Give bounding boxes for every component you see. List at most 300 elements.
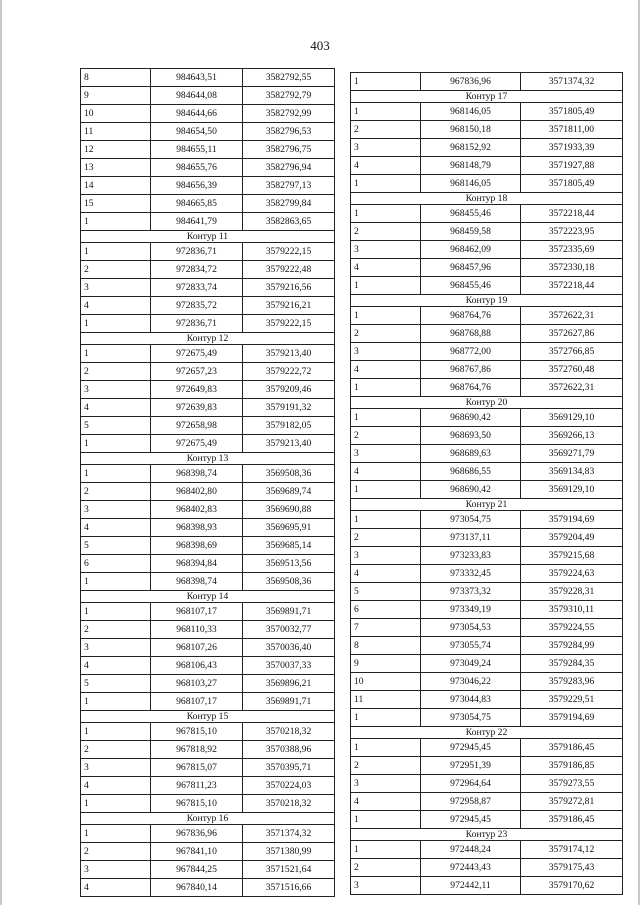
y-coordinate-cell: 3579224,63 bbox=[521, 565, 623, 583]
y-coordinate-cell: 3582799,84 bbox=[243, 195, 335, 213]
table-row bbox=[81, 87, 335, 105]
x-coordinate-cell: 972448,24 bbox=[421, 841, 521, 859]
table-row bbox=[351, 511, 623, 529]
point-number-cell: 2 bbox=[351, 529, 421, 547]
point-number-cell: 4 bbox=[81, 879, 151, 897]
point-number-cell: 2 bbox=[81, 621, 151, 639]
y-coordinate-cell: 3582796,53 bbox=[243, 123, 335, 141]
table-row bbox=[351, 601, 623, 619]
table-row bbox=[351, 259, 623, 277]
x-coordinate-cell: 968152,92 bbox=[421, 139, 521, 157]
y-coordinate-cell: 3579310,11 bbox=[521, 601, 623, 619]
contour-heading-row bbox=[351, 727, 623, 739]
point-number-cell: 10 bbox=[81, 105, 151, 123]
y-coordinate-cell: 3571380,99 bbox=[243, 843, 335, 861]
table-row bbox=[351, 463, 623, 481]
y-coordinate-cell: 3572335,69 bbox=[521, 241, 623, 259]
table-row bbox=[351, 583, 623, 601]
x-coordinate-cell: 973054,75 bbox=[421, 511, 521, 529]
x-coordinate-cell: 968764,76 bbox=[421, 307, 521, 325]
y-coordinate-cell: 3569891,71 bbox=[243, 603, 335, 621]
point-number-cell: 3 bbox=[351, 877, 421, 895]
point-number-cell: 14 bbox=[81, 177, 151, 195]
point-number-cell: 4 bbox=[81, 777, 151, 795]
point-number-cell: 3 bbox=[351, 343, 421, 361]
contour-heading-row bbox=[81, 231, 335, 243]
x-coordinate-cell: 972964,64 bbox=[421, 775, 521, 793]
contour-heading-row bbox=[81, 591, 335, 603]
x-coordinate-cell: 967815,10 bbox=[151, 723, 243, 741]
table-row bbox=[81, 573, 335, 591]
table-row bbox=[351, 277, 623, 295]
table-row bbox=[81, 741, 335, 759]
point-number-cell: 9 bbox=[351, 655, 421, 673]
point-number-cell: 12 bbox=[81, 141, 151, 159]
x-coordinate-cell: 967811,23 bbox=[151, 777, 243, 795]
y-coordinate-cell: 3571811,00 bbox=[521, 121, 623, 139]
y-coordinate-cell: 3579174,12 bbox=[521, 841, 623, 859]
y-coordinate-cell: 3571374,32 bbox=[243, 825, 335, 843]
point-number-cell: 1 bbox=[351, 841, 421, 859]
y-coordinate-cell: 3569266,13 bbox=[521, 427, 623, 445]
point-number-cell: 1 bbox=[81, 213, 151, 231]
x-coordinate-cell: 972657,23 bbox=[151, 363, 243, 381]
table-row bbox=[351, 241, 623, 259]
x-coordinate-cell: 967815,10 bbox=[151, 795, 243, 813]
table-row bbox=[81, 675, 335, 693]
x-coordinate-cell: 973054,53 bbox=[421, 619, 521, 637]
y-coordinate-cell: 3570037,33 bbox=[243, 657, 335, 675]
x-coordinate-cell: 967815,07 bbox=[151, 759, 243, 777]
table-row bbox=[81, 261, 335, 279]
point-number-cell: 3 bbox=[351, 547, 421, 565]
point-number-cell: 1 bbox=[351, 811, 421, 829]
x-coordinate-cell: 972834,72 bbox=[151, 261, 243, 279]
y-coordinate-cell: 3579186,85 bbox=[521, 757, 623, 775]
point-number-cell: 3 bbox=[81, 639, 151, 657]
table-row bbox=[81, 537, 335, 555]
y-coordinate-cell: 3579194,69 bbox=[521, 709, 623, 727]
coordinates-table-left bbox=[80, 68, 335, 897]
table-row bbox=[351, 619, 623, 637]
y-coordinate-cell: 3579283,96 bbox=[521, 673, 623, 691]
table-row bbox=[351, 811, 623, 829]
y-coordinate-cell: 3579204,49 bbox=[521, 529, 623, 547]
y-coordinate-cell: 3572627,86 bbox=[521, 325, 623, 343]
y-coordinate-cell: 3569896,21 bbox=[243, 675, 335, 693]
y-coordinate-cell: 3571374,32 bbox=[521, 73, 623, 91]
table-row bbox=[351, 103, 623, 121]
y-coordinate-cell: 3569695,91 bbox=[243, 519, 335, 537]
table-row bbox=[81, 123, 335, 141]
point-number-cell: 1 bbox=[351, 205, 421, 223]
y-coordinate-cell: 3579222,15 bbox=[243, 315, 335, 333]
point-number-cell: 6 bbox=[351, 601, 421, 619]
table-row bbox=[351, 877, 623, 895]
x-coordinate-cell: 968148,79 bbox=[421, 157, 521, 175]
x-coordinate-cell: 968103,27 bbox=[151, 675, 243, 693]
table-row bbox=[81, 105, 335, 123]
contour-heading-row bbox=[351, 829, 623, 841]
coordinates-table-right-body bbox=[351, 73, 623, 895]
y-coordinate-cell: 3579216,56 bbox=[243, 279, 335, 297]
x-coordinate-cell: 984665,85 bbox=[151, 195, 243, 213]
point-number-cell: 4 bbox=[81, 657, 151, 675]
x-coordinate-cell: 972442,11 bbox=[421, 877, 521, 895]
x-coordinate-cell: 972951,39 bbox=[421, 757, 521, 775]
x-coordinate-cell: 984644,66 bbox=[151, 105, 243, 123]
point-number-cell: 4 bbox=[351, 361, 421, 379]
table-row bbox=[81, 435, 335, 453]
x-coordinate-cell: 968110,33 bbox=[151, 621, 243, 639]
x-coordinate-cell: 968689,63 bbox=[421, 445, 521, 463]
table-row bbox=[351, 445, 623, 463]
y-coordinate-cell: 3579213,40 bbox=[243, 435, 335, 453]
table-row bbox=[81, 381, 335, 399]
table-row bbox=[81, 519, 335, 537]
y-coordinate-cell: 3579222,48 bbox=[243, 261, 335, 279]
point-number-cell: 4 bbox=[81, 519, 151, 537]
point-number-cell: 2 bbox=[81, 741, 151, 759]
point-number-cell: 4 bbox=[81, 297, 151, 315]
y-coordinate-cell: 3579228,31 bbox=[521, 583, 623, 601]
x-coordinate-cell: 972649,83 bbox=[151, 381, 243, 399]
contour-heading: Контур 23 bbox=[351, 829, 623, 841]
y-coordinate-cell: 3579215,68 bbox=[521, 547, 623, 565]
y-coordinate-cell: 3570032,77 bbox=[243, 621, 335, 639]
x-coordinate-cell: 968146,05 bbox=[421, 103, 521, 121]
x-coordinate-cell: 968690,42 bbox=[421, 481, 521, 499]
table-row bbox=[351, 121, 623, 139]
y-coordinate-cell: 3571927,88 bbox=[521, 157, 623, 175]
x-coordinate-cell: 968772,00 bbox=[421, 343, 521, 361]
x-coordinate-cell: 967818,92 bbox=[151, 741, 243, 759]
y-coordinate-cell: 3579229,51 bbox=[521, 691, 623, 709]
contour-heading: Контур 11 bbox=[81, 231, 335, 243]
x-coordinate-cell: 968398,69 bbox=[151, 537, 243, 555]
x-coordinate-cell: 968394,84 bbox=[151, 555, 243, 573]
table-row bbox=[81, 825, 335, 843]
y-coordinate-cell: 3569508,36 bbox=[243, 465, 335, 483]
point-number-cell: 2 bbox=[351, 325, 421, 343]
x-coordinate-cell: 972836,71 bbox=[151, 315, 243, 333]
table-row bbox=[81, 195, 335, 213]
x-coordinate-cell: 984654,50 bbox=[151, 123, 243, 141]
table-row bbox=[81, 243, 335, 261]
x-coordinate-cell: 968764,76 bbox=[421, 379, 521, 397]
point-number-cell: 3 bbox=[81, 381, 151, 399]
point-number-cell: 11 bbox=[351, 691, 421, 709]
table-row bbox=[351, 409, 623, 427]
point-number-cell: 5 bbox=[81, 537, 151, 555]
y-coordinate-cell: 3570395,71 bbox=[243, 759, 335, 777]
x-coordinate-cell: 972836,71 bbox=[151, 243, 243, 261]
point-number-cell: 3 bbox=[81, 279, 151, 297]
x-coordinate-cell: 967836,96 bbox=[151, 825, 243, 843]
table-row bbox=[81, 657, 335, 675]
point-number-cell: 2 bbox=[81, 483, 151, 501]
x-coordinate-cell: 973349,19 bbox=[421, 601, 521, 619]
y-coordinate-cell: 3570036,40 bbox=[243, 639, 335, 657]
x-coordinate-cell: 967841,10 bbox=[151, 843, 243, 861]
y-coordinate-cell: 3579186,45 bbox=[521, 811, 623, 829]
table-row bbox=[81, 177, 335, 195]
x-coordinate-cell: 973137,11 bbox=[421, 529, 521, 547]
x-coordinate-cell: 984644,08 bbox=[151, 87, 243, 105]
x-coordinate-cell: 968107,17 bbox=[151, 603, 243, 621]
table-row bbox=[81, 141, 335, 159]
table-row bbox=[351, 175, 623, 193]
y-coordinate-cell: 3569513,56 bbox=[243, 555, 335, 573]
y-coordinate-cell: 3582863,65 bbox=[243, 213, 335, 231]
x-coordinate-cell: 984655,11 bbox=[151, 141, 243, 159]
contour-heading: Контур 12 bbox=[81, 333, 335, 345]
table-row bbox=[351, 673, 623, 691]
coordinates-table-right bbox=[350, 72, 623, 895]
point-number-cell: 13 bbox=[81, 159, 151, 177]
y-coordinate-cell: 3569271,79 bbox=[521, 445, 623, 463]
table-row bbox=[81, 159, 335, 177]
table-row bbox=[351, 481, 623, 499]
point-number-cell: 2 bbox=[81, 261, 151, 279]
x-coordinate-cell: 968107,26 bbox=[151, 639, 243, 657]
table-row bbox=[351, 859, 623, 877]
y-coordinate-cell: 3579186,45 bbox=[521, 739, 623, 757]
y-coordinate-cell: 3572223,95 bbox=[521, 223, 623, 241]
y-coordinate-cell: 3582792,55 bbox=[243, 69, 335, 87]
table-row bbox=[81, 213, 335, 231]
y-coordinate-cell: 3570218,32 bbox=[243, 795, 335, 813]
point-number-cell: 8 bbox=[81, 69, 151, 87]
x-coordinate-cell: 968686,55 bbox=[421, 463, 521, 481]
x-coordinate-cell: 972639,83 bbox=[151, 399, 243, 417]
table-row bbox=[351, 655, 623, 673]
point-number-cell: 2 bbox=[351, 223, 421, 241]
x-coordinate-cell: 968462,09 bbox=[421, 241, 521, 259]
contour-heading-row bbox=[81, 711, 335, 723]
y-coordinate-cell: 3582792,99 bbox=[243, 105, 335, 123]
y-coordinate-cell: 3569690,88 bbox=[243, 501, 335, 519]
table-row bbox=[351, 709, 623, 727]
x-coordinate-cell: 968402,83 bbox=[151, 501, 243, 519]
point-number-cell: 1 bbox=[351, 175, 421, 193]
point-number-cell: 7 bbox=[351, 619, 421, 637]
coordinates-table-left-body bbox=[81, 69, 335, 897]
point-number-cell: 1 bbox=[351, 379, 421, 397]
x-coordinate-cell: 967844,25 bbox=[151, 861, 243, 879]
contour-heading: Контур 17 bbox=[351, 91, 623, 103]
y-coordinate-cell: 3582792,79 bbox=[243, 87, 335, 105]
table-row bbox=[351, 529, 623, 547]
y-coordinate-cell: 3569891,71 bbox=[243, 693, 335, 711]
point-number-cell: 1 bbox=[351, 277, 421, 295]
point-number-cell: 2 bbox=[81, 843, 151, 861]
table-row bbox=[351, 361, 623, 379]
y-coordinate-cell: 3570388,96 bbox=[243, 741, 335, 759]
point-number-cell: 1 bbox=[351, 481, 421, 499]
point-number-cell: 1 bbox=[81, 243, 151, 261]
contour-heading-row bbox=[351, 295, 623, 307]
point-number-cell: 2 bbox=[351, 757, 421, 775]
y-coordinate-cell: 3571516,66 bbox=[243, 879, 335, 897]
x-coordinate-cell: 973233,83 bbox=[421, 547, 521, 565]
table-row bbox=[351, 223, 623, 241]
y-coordinate-cell: 3570218,32 bbox=[243, 723, 335, 741]
point-number-cell: 3 bbox=[81, 759, 151, 777]
table-row bbox=[81, 843, 335, 861]
point-number-cell: 9 bbox=[81, 87, 151, 105]
contour-heading: Контур 18 bbox=[351, 193, 623, 205]
table-row bbox=[81, 501, 335, 519]
table-row bbox=[81, 297, 335, 315]
table-row bbox=[81, 279, 335, 297]
point-number-cell: 1 bbox=[81, 435, 151, 453]
point-number-cell: 1 bbox=[351, 103, 421, 121]
point-number-cell: 4 bbox=[351, 565, 421, 583]
table-row bbox=[351, 157, 623, 175]
table-row bbox=[81, 399, 335, 417]
point-number-cell: 2 bbox=[81, 363, 151, 381]
x-coordinate-cell: 972945,45 bbox=[421, 739, 521, 757]
table-row bbox=[351, 757, 623, 775]
scan-edge-left bbox=[0, 0, 2, 905]
point-number-cell: 1 bbox=[81, 573, 151, 591]
y-coordinate-cell: 3579273,55 bbox=[521, 775, 623, 793]
table-row bbox=[81, 861, 335, 879]
y-coordinate-cell: 3579284,99 bbox=[521, 637, 623, 655]
point-number-cell: 2 bbox=[351, 427, 421, 445]
y-coordinate-cell: 3571521,64 bbox=[243, 861, 335, 879]
y-coordinate-cell: 3579213,40 bbox=[243, 345, 335, 363]
table-row bbox=[81, 315, 335, 333]
contour-heading-row bbox=[351, 91, 623, 103]
table-row bbox=[81, 879, 335, 897]
table-row bbox=[81, 693, 335, 711]
point-number-cell: 10 bbox=[351, 673, 421, 691]
contour-heading-row bbox=[351, 397, 623, 409]
y-coordinate-cell: 3572622,31 bbox=[521, 379, 623, 397]
y-coordinate-cell: 3572218,44 bbox=[521, 205, 623, 223]
table-row bbox=[351, 325, 623, 343]
y-coordinate-cell: 3579284,35 bbox=[521, 655, 623, 673]
y-coordinate-cell: 3569129,10 bbox=[521, 409, 623, 427]
contour-heading: Контур 21 bbox=[351, 499, 623, 511]
x-coordinate-cell: 968398,74 bbox=[151, 573, 243, 591]
table-row bbox=[351, 343, 623, 361]
y-coordinate-cell: 3572330,18 bbox=[521, 259, 623, 277]
table-row bbox=[81, 723, 335, 741]
x-coordinate-cell: 968146,05 bbox=[421, 175, 521, 193]
y-coordinate-cell: 3579216,21 bbox=[243, 297, 335, 315]
x-coordinate-cell: 972958,87 bbox=[421, 793, 521, 811]
point-number-cell: 5 bbox=[81, 675, 151, 693]
table-row bbox=[81, 621, 335, 639]
point-number-cell: 5 bbox=[351, 583, 421, 601]
table-row bbox=[351, 427, 623, 445]
table-row bbox=[351, 565, 623, 583]
table-row bbox=[81, 759, 335, 777]
x-coordinate-cell: 968693,50 bbox=[421, 427, 521, 445]
point-number-cell: 1 bbox=[81, 723, 151, 741]
point-number-cell: 1 bbox=[351, 739, 421, 757]
x-coordinate-cell: 972945,45 bbox=[421, 811, 521, 829]
x-coordinate-cell: 972675,49 bbox=[151, 345, 243, 363]
x-coordinate-cell: 968455,46 bbox=[421, 205, 521, 223]
y-coordinate-cell: 3582796,75 bbox=[243, 141, 335, 159]
y-coordinate-cell: 3571933,39 bbox=[521, 139, 623, 157]
x-coordinate-cell: 972835,72 bbox=[151, 297, 243, 315]
y-coordinate-cell: 3579222,15 bbox=[243, 243, 335, 261]
table-row bbox=[351, 379, 623, 397]
y-coordinate-cell: 3582797,13 bbox=[243, 177, 335, 195]
table-row bbox=[81, 417, 335, 435]
point-number-cell: 4 bbox=[351, 793, 421, 811]
table-row bbox=[351, 139, 623, 157]
point-number-cell: 1 bbox=[351, 73, 421, 91]
table-row bbox=[81, 345, 335, 363]
x-coordinate-cell: 968457,96 bbox=[421, 259, 521, 277]
contour-heading-row bbox=[351, 193, 623, 205]
point-number-cell: 3 bbox=[351, 775, 421, 793]
point-number-cell: 1 bbox=[81, 465, 151, 483]
x-coordinate-cell: 972675,49 bbox=[151, 435, 243, 453]
table-row bbox=[81, 603, 335, 621]
x-coordinate-cell: 972443,43 bbox=[421, 859, 521, 877]
x-coordinate-cell: 968107,17 bbox=[151, 693, 243, 711]
point-number-cell: 6 bbox=[81, 555, 151, 573]
x-coordinate-cell: 968402,80 bbox=[151, 483, 243, 501]
point-number-cell: 1 bbox=[351, 409, 421, 427]
x-coordinate-cell: 984643,51 bbox=[151, 69, 243, 87]
x-coordinate-cell: 984656,39 bbox=[151, 177, 243, 195]
contour-heading-row bbox=[81, 813, 335, 825]
y-coordinate-cell: 3569689,74 bbox=[243, 483, 335, 501]
point-number-cell: 1 bbox=[81, 345, 151, 363]
x-coordinate-cell: 972833,74 bbox=[151, 279, 243, 297]
table-row bbox=[81, 777, 335, 795]
y-coordinate-cell: 3569508,36 bbox=[243, 573, 335, 591]
y-coordinate-cell: 3572766,85 bbox=[521, 343, 623, 361]
x-coordinate-cell: 973373,32 bbox=[421, 583, 521, 601]
point-number-cell: 3 bbox=[81, 861, 151, 879]
y-coordinate-cell: 3571805,49 bbox=[521, 175, 623, 193]
table-row bbox=[351, 739, 623, 757]
x-coordinate-cell: 968459,58 bbox=[421, 223, 521, 241]
point-number-cell: 1 bbox=[351, 511, 421, 529]
point-number-cell: 1 bbox=[351, 307, 421, 325]
point-number-cell: 1 bbox=[81, 825, 151, 843]
x-coordinate-cell: 973046,22 bbox=[421, 673, 521, 691]
point-number-cell: 4 bbox=[351, 463, 421, 481]
table-row bbox=[351, 637, 623, 655]
contour-heading: Контур 14 bbox=[81, 591, 335, 603]
x-coordinate-cell: 973054,75 bbox=[421, 709, 521, 727]
x-coordinate-cell: 968106,43 bbox=[151, 657, 243, 675]
table-row bbox=[351, 547, 623, 565]
point-number-cell: 3 bbox=[351, 445, 421, 463]
x-coordinate-cell: 984655,76 bbox=[151, 159, 243, 177]
x-coordinate-cell: 968398,74 bbox=[151, 465, 243, 483]
point-number-cell: 4 bbox=[351, 157, 421, 175]
y-coordinate-cell: 3579182,05 bbox=[243, 417, 335, 435]
y-coordinate-cell: 3579191,32 bbox=[243, 399, 335, 417]
point-number-cell: 8 bbox=[351, 637, 421, 655]
point-number-cell: 3 bbox=[351, 139, 421, 157]
x-coordinate-cell: 967840,14 bbox=[151, 879, 243, 897]
table-row bbox=[81, 69, 335, 87]
contour-heading: Контур 15 bbox=[81, 711, 335, 723]
table-row bbox=[81, 639, 335, 657]
